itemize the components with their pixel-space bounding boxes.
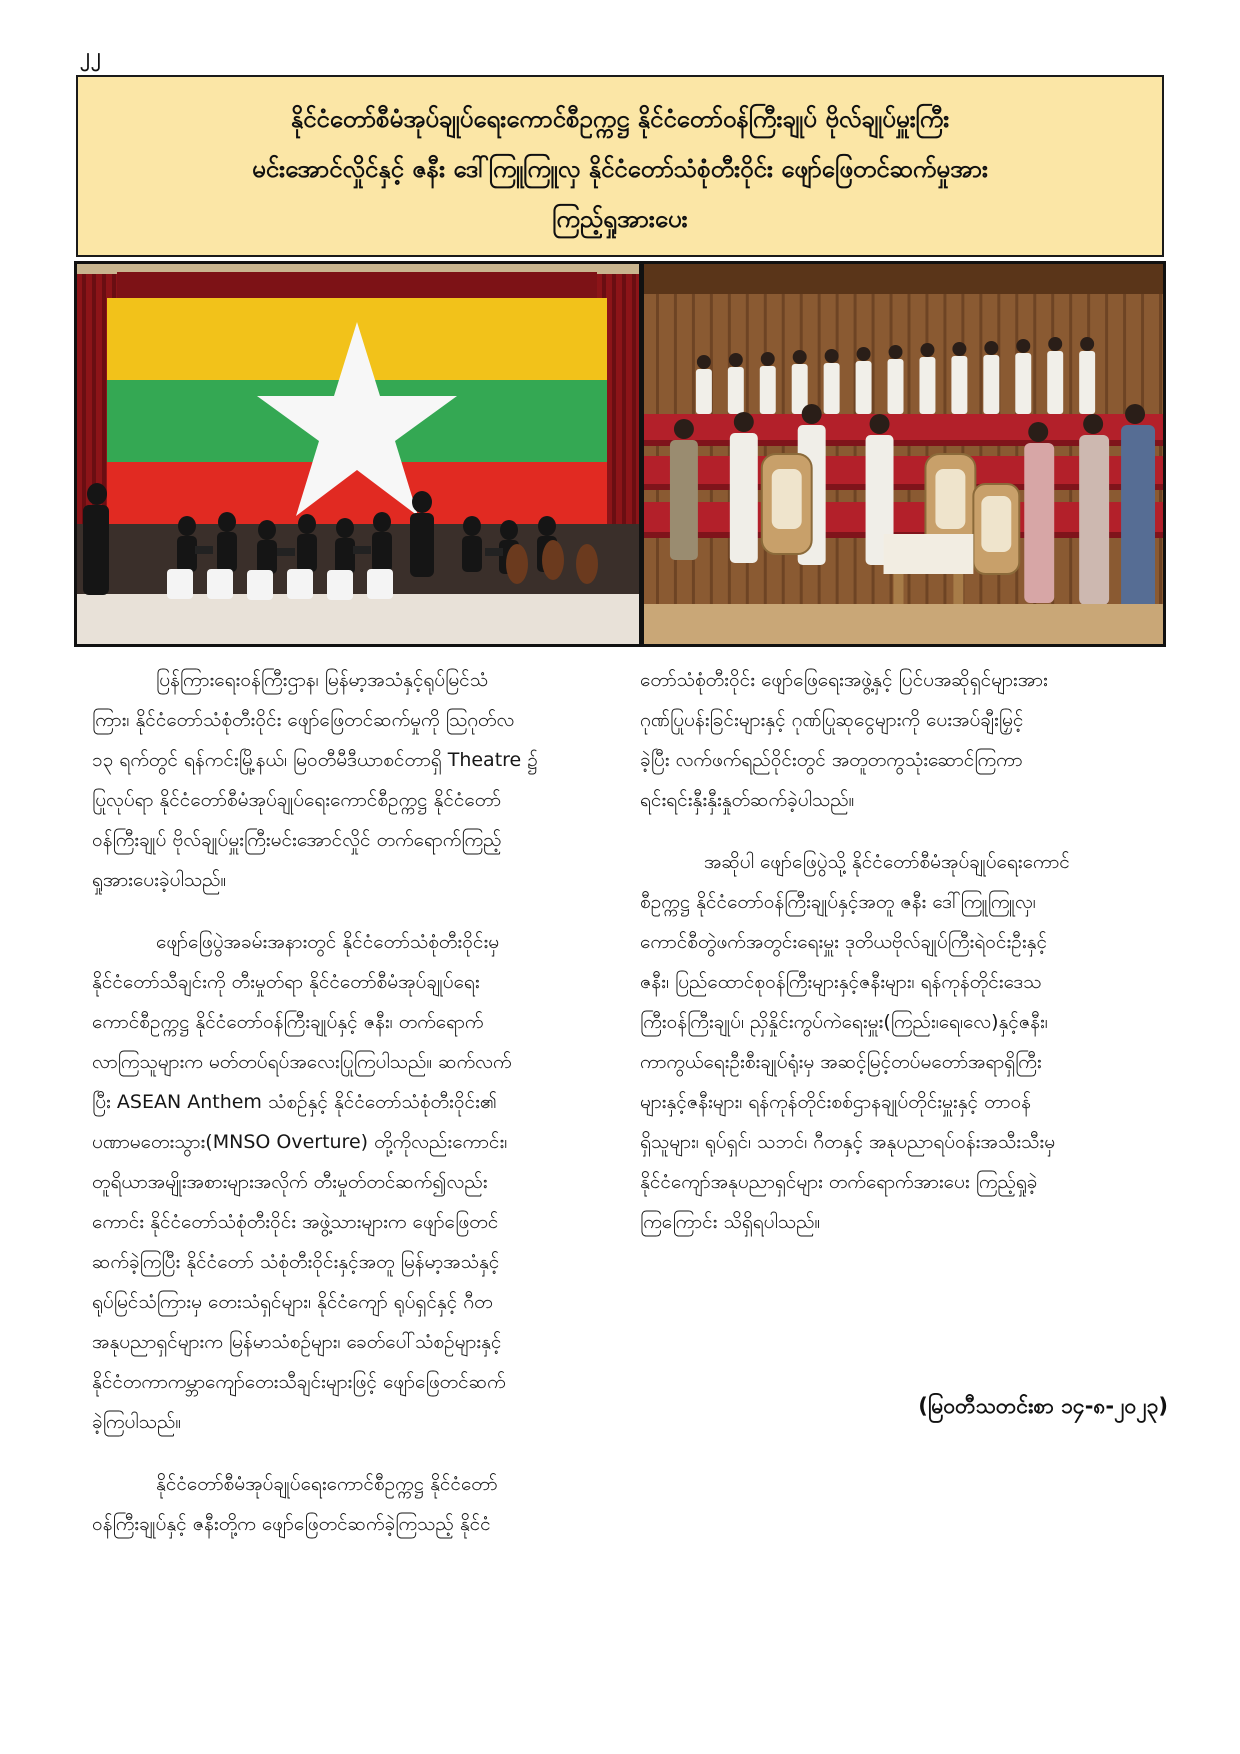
article-line: ကာကွယ်ရေးဦးစီးချုပ်ရုံးမှ အဆင့်မြင့်တပ်မတော်အရာရှိကြီး (640, 1051, 1042, 1073)
article-line: ရုပ်မြင်သံကြားမှ တေးသံရှင်များ၊ နိုင်ငံကျော် ရုပ်ရှင်နှင့် ဂီတ (92, 1291, 493, 1313)
article-line: ဂုဏ်ပြုပန်းခြင်းများနှင့် ဂုဏ်ပြုဆုငွေများကို ပေးအပ်ချီးမြှင့် (640, 709, 1024, 731)
article-line: ခဲ့ကြပါသည်။ (92, 1411, 182, 1433)
source-credit: (မြဝတီသတင်းစာ ၁၄-၈-၂၀၂၃) (918, 1394, 1168, 1418)
article-paragraph (92, 1464, 612, 1544)
article-line: တူရိယာအမျိုးအစားများအလိုက် တီးမှုတ်တင်ဆက်၍လည်း (92, 1171, 488, 1193)
article-line: ဆက်ခဲ့ကြပြီး နိုင်ငံတော် သံစုံတီးဝိုင်းနှင့်အတူ မြန်မာ့အသံနှင့် (92, 1251, 500, 1273)
article-line: အနုပညာရှင်များက မြန်မာသံစဉ်များ၊ ခေတ်ပေါ်သံစဉ်များနှင့် (92, 1331, 502, 1353)
orchestra-illustration (77, 264, 639, 644)
article-line: နိုင်ငံတကာကမ္ဘာကျော်တေးသီချင်းများဖြင့် ဖျော်ဖြေတင်ဆက် (92, 1371, 506, 1393)
audience-photo (644, 264, 1163, 644)
article-line: အဆိုပါ ဖျော်ဖြေပွဲသို့ နိုင်ငံတော်စီမံအုပ်ချုပ်ရေးကောင် (704, 851, 1070, 873)
article-line: နိုင်ငံတော်သီချင်းကို တီးမှုတ်ရာ နိုင်ငံတော်စီမံအုပ်ချုပ်ရေး (92, 971, 480, 993)
headline-box (76, 75, 1164, 257)
article-line: ဝန်ကြီးချုပ် ဗိုလ်ချုပ်မှူးကြီးမင်းအောင်လှိုင် တက်ရောက်ကြည့် (92, 829, 502, 851)
article-line: ရင်းရင်းနှီးနှီးနှုတ်ဆက်ခဲ့ပါသည်။ (640, 789, 855, 811)
article-line: ဇနီး၊ ပြည်ထောင်စုဝန်ကြီးများနှင့်ဇနီးများ၊ ရန်ကုန်တိုင်းဒေသ (640, 971, 1042, 993)
page-number: ၂၂ (80, 43, 102, 67)
article-line: ကြကြောင်း သိရှိရပါသည်။ (640, 1211, 821, 1233)
headline-line: မင်းအောင်လှိုင်နှင့် ဇနီး ဒေါ်ကြူကြူလှ နိုင်ငံတော်သံစုံတီးဝိုင်း ဖျော်ဖြေတင်ဆက်မှုအား (251, 155, 988, 183)
article-right-column (640, 660, 1160, 1264)
article-left-column (92, 660, 612, 1566)
article-line: စီဥက္ကဋ္ဌ နိုင်ငံတော်ဝန်ကြီးချုပ်နှင့်အတူ ဇနီး ဒေါ်ကြူကြူလှ၊ (640, 891, 1036, 913)
article-line: ရှိသူများ၊ ရုပ်ရှင်၊ သဘင်၊ ဂီတနှင့် အနုပညာရပ်ဝန်းအသီးသီးမှ (640, 1131, 1056, 1153)
audience-illustration (644, 264, 1163, 644)
article-line: ကြား၊ နိုင်ငံတော်သံစုံတီးဝိုင်း ဖျော်ဖြေတင်ဆက်မှုကို ဩဂုတ်လ (92, 709, 515, 731)
article-line: ကြီးဝန်ကြီးချုပ်၊ ညှိနှိုင်းကွပ်ကဲရေးမှူး(ကြည်း၊ရေ၊လေ)နှင့်ဇနီး၊ (640, 1011, 1048, 1033)
article-line: ပြုလုပ်ရာ နိုင်ငံတော်စီမံအုပ်ချုပ်ရေးကောင်စီဥက္ကဋ္ဌ နိုင်ငံတော် (92, 789, 502, 811)
article-line: များနှင့်ဇနီးများ၊ ရန်ကုန်တိုင်းစစ်ဌာနချုပ်တိုင်းမှူးနှင့် တာဝန် (640, 1091, 1031, 1113)
article-paragraph (92, 660, 612, 900)
article-paragraph (640, 842, 1160, 1242)
orchestra-photo (77, 264, 639, 644)
article-line: နိုင်ငံတော်စီမံအုပ်ချုပ်ရေးကောင်စီဥက္ကဋ္ဌ နိုင်ငံတော် (156, 1473, 498, 1495)
headline-line: နိုင်ငံတော်စီမံအုပ်ချုပ်ရေးကောင်စီဥက္ကဋ္ဌ နိုင်ငံတော်ဝန်ကြီးချုပ် ဗိုလ်ချုပ်မှူးကြီး (290, 105, 950, 133)
article-paragraph (640, 660, 1160, 820)
article-line: ကောင်း နိုင်ငံတော်သံစုံတီးဝိုင်း အဖွဲ့သားများက ဖျော်ဖြေတင် (92, 1211, 499, 1233)
article-line: လာကြသူများက မတ်တပ်ရပ်အလေးပြုကြပါသည်။ ဆက်လက် (92, 1051, 512, 1073)
article-line: ၁၃ ရက်တွင် ရန်ကင်းမြို့နယ်၊ မြဝတီမီဒီယာစင်တာရှိ Theatre ၌ (92, 749, 538, 771)
article-line: ခဲ့ပြီး လက်ဖက်ရည်ဝိုင်းတွင် အတူတကွသုံးဆောင်ကြကာ (640, 749, 1023, 771)
article-line: ဖျော်ဖြေပွဲအခမ်းအနားတွင် နိုင်ငံတော်သံစုံတီးဝိုင်းမှ (156, 931, 500, 953)
article-line: ကောင်စီတွဲဖက်အတွင်းရေးမှူး ဒုတိယဗိုလ်ချုပ်ကြီးရဲဝင်းဦးနှင့် (640, 931, 1048, 953)
headline-line: ကြည့်ရှုအားပေး (552, 205, 688, 233)
article-line: တော်သံစုံတီးဝိုင်း ဖျော်ဖြေရေးအဖွဲ့နှင့် ပြင်ပအဆိုရှင်များအား (640, 669, 1048, 691)
article-line: ကောင်စီဥက္ကဋ္ဌ နိုင်ငံတော်ဝန်ကြီးချုပ်နှင့် ဇနီး၊ တက်ရောက် (92, 1011, 484, 1033)
article-line: နိုင်ငံကျော်အနုပညာရှင်များ တက်ရောက်အားပေး ကြည့်ရှုခဲ့ (640, 1171, 1038, 1193)
photo-strip (74, 261, 1166, 647)
article-line: ရှုအားပေးခဲ့ပါသည်။ (92, 869, 227, 891)
article-line: ပြန်ကြားရေးဝန်ကြီးဌာန၊ မြန်မာ့အသံနှင့်ရုပ်မြင်သံ (156, 669, 489, 691)
article-line: ပြီး ASEAN Anthem သံစဉ်နှင့် နိုင်ငံတော်သံစုံတီးဝိုင်း၏ (92, 1091, 497, 1113)
article-line: ဝန်ကြီးချုပ်နှင့် ဇနီးတို့က ဖျော်ဖြေတင်ဆက်ခဲ့ကြသည့် နိုင်ငံ (92, 1513, 491, 1535)
article-line: ပဏာမတေးသွား(MNSO Overture) တို့ကိုလည်းကောင်း၊ (92, 1131, 508, 1153)
article-paragraph (92, 922, 612, 1442)
